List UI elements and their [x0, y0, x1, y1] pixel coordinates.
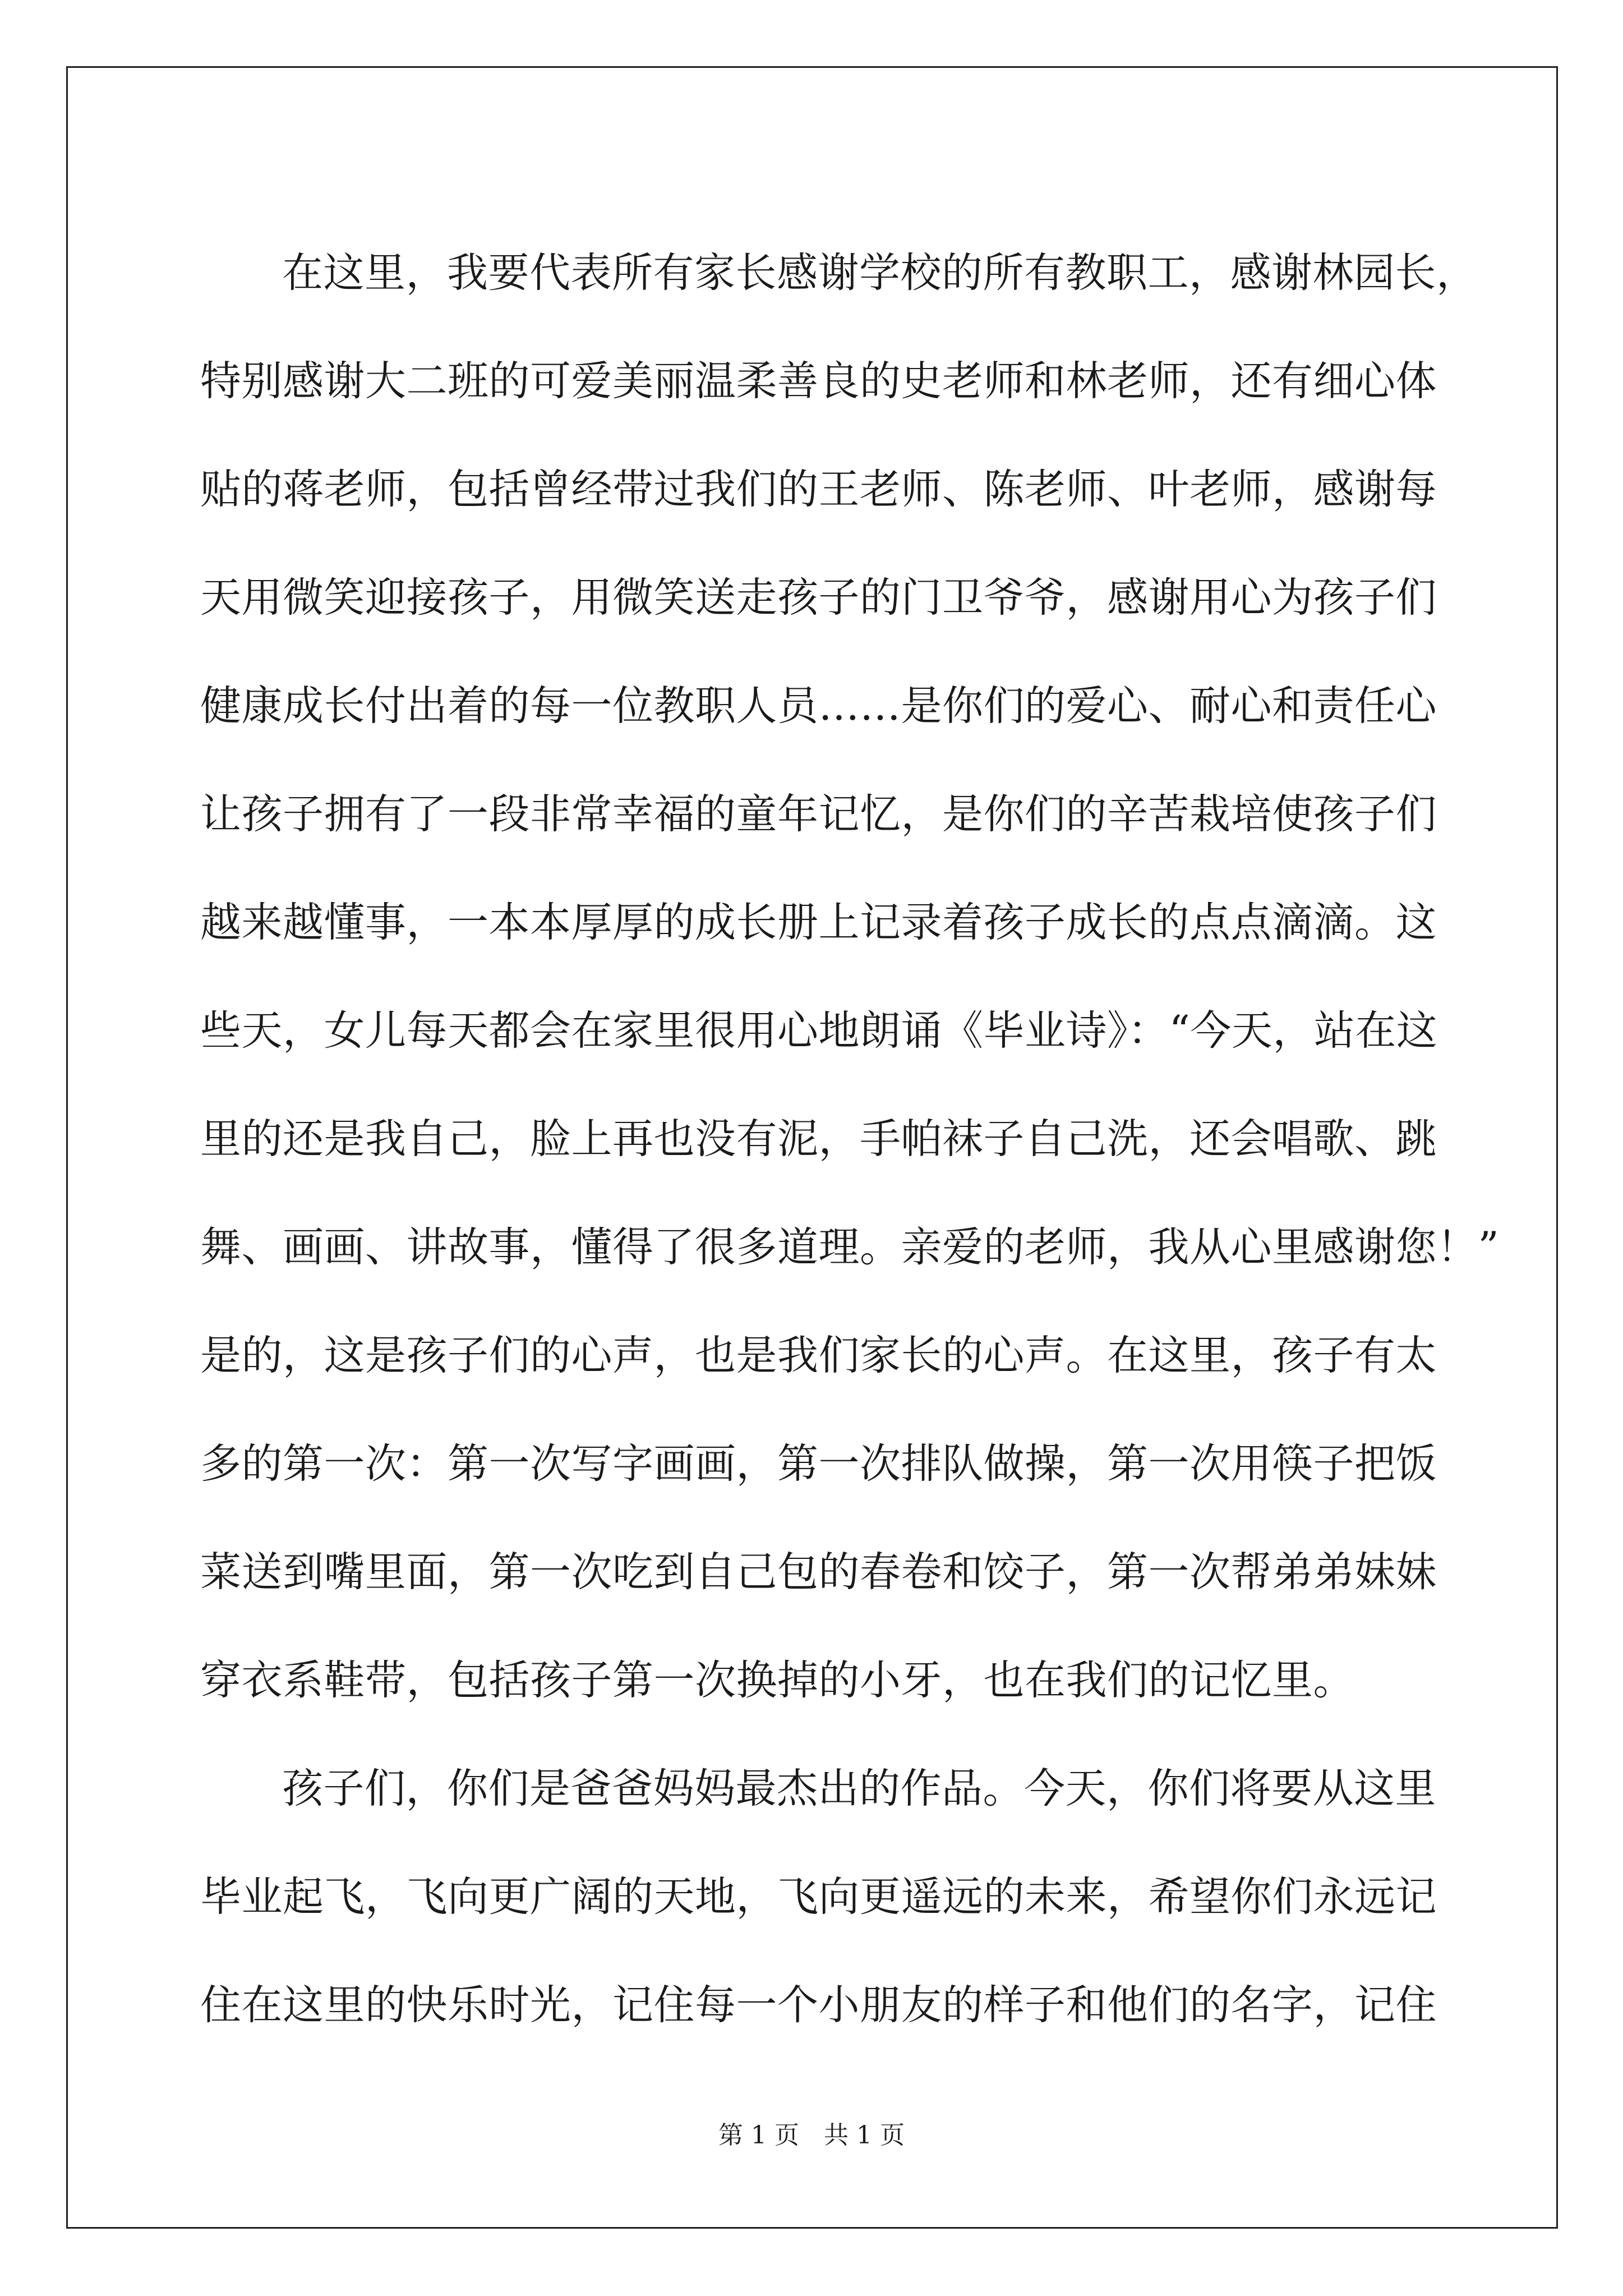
paragraph-2-line-2: 毕业起飞，飞向更广阔的天地，飞向更遥远的未来，希望你们永远记 — [200, 1873, 1437, 1921]
paragraph-1-line-9: 里的还是我自己，脸上再也没有泥，手帕袜子自己洗，还会唱歌、跳 — [200, 1115, 1437, 1163]
paragraph-1-line-6: 让孩子拥有了一段非常幸福的童年记忆，是你们的辛苦栽培使孩子们 — [200, 790, 1437, 838]
paragraph-1-line-8: 些天，女儿每天都会在家里很用心地朗诵《毕业诗》：“今天，站在这 — [200, 1007, 1438, 1055]
paragraph-1-line-3: 贴的蒋老师，包括曾经带过我们的王老师、陈老师、叶老师，感谢每 — [200, 466, 1437, 513]
paragraph-1-line-14: 穿衣系鞋带，包括孩子第一次换掉的小牙，也在我们的记忆里。 — [200, 1657, 1354, 1704]
paragraph-1-line-12: 多的第一次：第一次写字画画，第一次排队做操，第一次用筷子把饭 — [200, 1440, 1437, 1488]
paragraph-1-line-13: 菜送到嘴里面，第一次吃到自己包的春卷和饺子，第一次帮弟弟妹妹 — [200, 1548, 1437, 1596]
paragraph-2-line-3: 住在这里的快乐时光，记住每一个小朋友的样子和他们的名字，记住 — [200, 1981, 1437, 2029]
paragraph-1-line-10: 舞、画画、讲故事，懂得了很多道理。亲爱的老师，我从心里感谢您！” — [200, 1223, 1500, 1271]
document-body — [200, 219, 1500, 2059]
paragraph-2-line-1: 孩子们，你们是爸爸妈妈最杰出的作品。今天，你们将要从这里 — [282, 1765, 1436, 1812]
paragraph-1-line-1: 在这里，我要代表所有家长感谢学校的所有教职工，感谢林园长， — [282, 249, 1478, 297]
paragraph-1-line-11: 是的，这是孩子们的心声，也是我们家长的心声。在这里，孩子有太 — [200, 1332, 1437, 1379]
paragraph-1-line-4: 天用微笑迎接孩子，用微笑送走孩子的门卫爷爷，感谢用心为孩子们 — [200, 574, 1437, 622]
paragraph-1-line-2: 特别感谢大二班的可爱美丽温柔善良的史老师和林老师，还有细心体 — [200, 357, 1437, 405]
page-footer: 第 1 页 共 1 页 — [718, 2121, 905, 2150]
paragraph-1-line-7: 越来越懂事，一本本厚厚的成长册上记录着孩子成长的点点滴滴。这 — [200, 899, 1437, 946]
paragraph-1-line-5: 健康成长付出着的每一位教职人员……是你们的爱心、耐心和责任心 — [200, 682, 1437, 730]
